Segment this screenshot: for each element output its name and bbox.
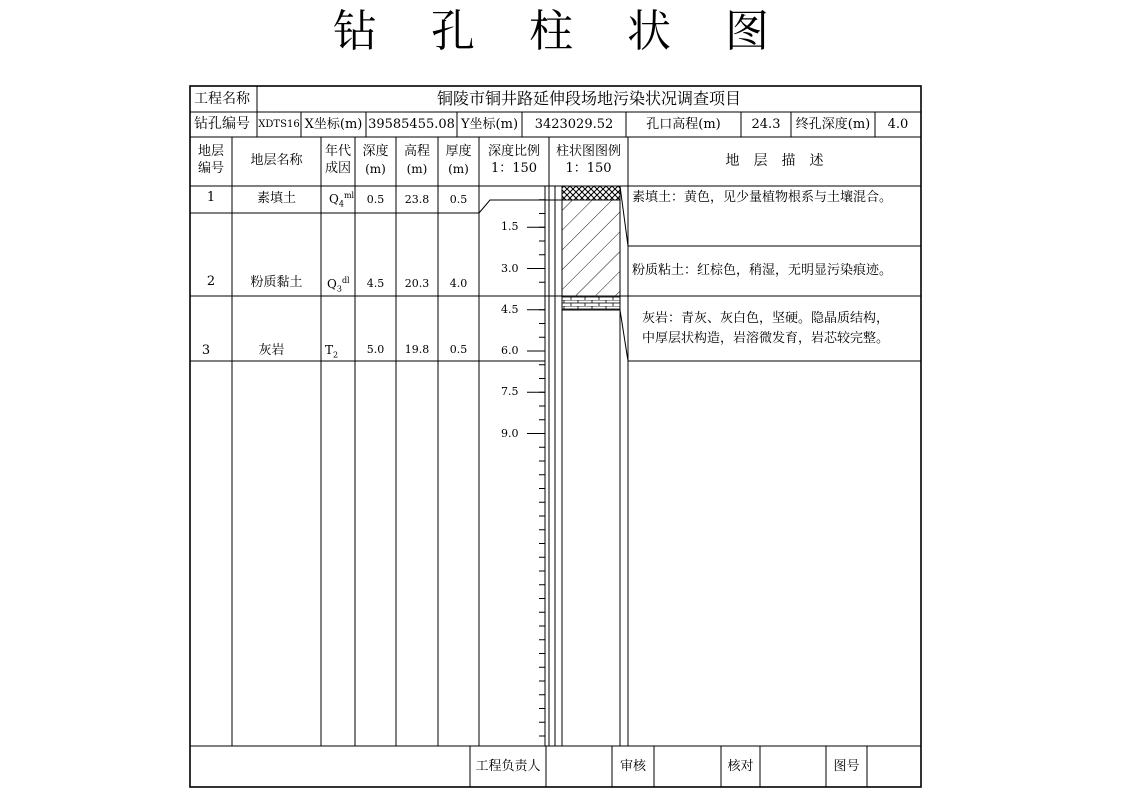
layer-3-age: $T_2$ <box>325 343 339 360</box>
depth-scale-ticks <box>527 200 545 736</box>
layer-2-depth: 4.5 <box>366 277 385 290</box>
col-depth-line2: (m) <box>365 162 386 176</box>
layer-3-description-line2: 中厚层状构造，岩溶微发育，岩芯较完整。 <box>642 331 890 346</box>
fill-soil-pattern <box>562 186 620 200</box>
silty-clay-pattern <box>562 200 620 296</box>
review-label: 审核 <box>619 759 646 774</box>
limestone-pattern <box>562 296 620 310</box>
col-depth-line1: 深度 <box>362 144 389 159</box>
layer-1-thickness: 0.5 <box>449 193 468 206</box>
layer-1-age: $Q_4^{ml}$ <box>329 191 355 209</box>
layer-2-elevation: 20.3 <box>404 277 430 290</box>
layer-2-name: 粉质黏土 <box>250 275 303 290</box>
layer-1-description: 素填土：黄色，见少量植物根系与土壤混合。 <box>632 190 893 205</box>
col-elevation-line2: (m) <box>406 162 428 176</box>
final-depth-label: 终孔深度(m) <box>795 117 871 132</box>
col-elevation-line1: 高程 <box>403 144 430 159</box>
layer-3-name: 灰岩 <box>258 343 285 358</box>
final-depth-value: 4.0 <box>887 117 909 132</box>
layer-3-description-line1: 灰岩：青灰、灰白色，坚硬。隐晶质结构， <box>642 311 890 326</box>
layer-1-no: 1 <box>206 190 216 205</box>
col-description: 地 层 描 述 <box>725 153 824 169</box>
layer-2-thickness: 4.0 <box>449 277 468 290</box>
page-title: 钻 孔 柱 状 图 <box>333 6 789 57</box>
col-age-line2: 成因 <box>324 161 351 176</box>
col-legend-line1: 柱状图图例 <box>555 144 621 159</box>
layer-1-elevation: 23.8 <box>404 193 430 206</box>
responsible-label: 工程负责人 <box>475 759 541 774</box>
layer-2-no: 2 <box>206 274 216 289</box>
col-depth-scale-line1: 深度比例 <box>487 144 540 159</box>
depth-tick-label: 7.5 <box>501 385 519 399</box>
elevation-value: 24.3 <box>751 117 781 132</box>
col-age-line1: 年代 <box>324 144 351 159</box>
layer-2-description: 粉质粘土：红棕色，稍湿，无明显污染痕迹。 <box>632 263 893 278</box>
hole-no-label: 钻孔编号 <box>194 116 250 132</box>
layer-1-depth: 0.5 <box>366 193 385 206</box>
layer-1-name: 素填土 <box>256 191 296 206</box>
col-layer-no-line1: 地层 <box>197 144 224 159</box>
col-legend-line2: 1：150 <box>565 161 612 176</box>
layer-3-no: 3 <box>201 343 211 358</box>
hole-no-value: XDTS16 <box>258 119 300 130</box>
layer-3-depth: 5.0 <box>366 343 385 356</box>
col-thickness-line2: (m) <box>448 162 469 176</box>
drawing-no-label: 图号 <box>833 759 860 774</box>
project-name-value: 铜陵市铜井路延伸段场地污染状况调查项目 <box>436 89 741 108</box>
elevation-label: 孔口高程(m) <box>646 117 721 132</box>
y-coord-label: Y坐标(m) <box>460 117 519 132</box>
col-thickness-line1: 厚度 <box>445 144 472 159</box>
project-name-label: 工程名称 <box>194 91 250 107</box>
depth-tick-label: 1.5 <box>501 220 519 234</box>
x-coord-label: X坐标(m) <box>304 117 363 132</box>
check-label: 核对 <box>727 759 754 774</box>
layer-3-thickness: 0.5 <box>449 343 468 356</box>
depth-tick-label: 3.0 <box>501 261 519 275</box>
col-layer-no-line2: 编号 <box>197 161 224 176</box>
depth-tick-label: 9.0 <box>501 426 519 440</box>
x-coord-value: 39585455.08 <box>368 117 455 132</box>
depth-tick-label: 6.0 <box>501 344 519 357</box>
col-layer-name: 地层名称 <box>250 153 303 168</box>
depth-tick-label: 4.5 <box>501 302 519 316</box>
y-coord-value: 3423029.52 <box>534 117 614 132</box>
col-depth-scale-line2: 1：150 <box>490 161 538 176</box>
layer-3-elevation: 19.8 <box>404 343 430 356</box>
layer-2-age: $Q_3^{dl}$ <box>327 276 350 294</box>
